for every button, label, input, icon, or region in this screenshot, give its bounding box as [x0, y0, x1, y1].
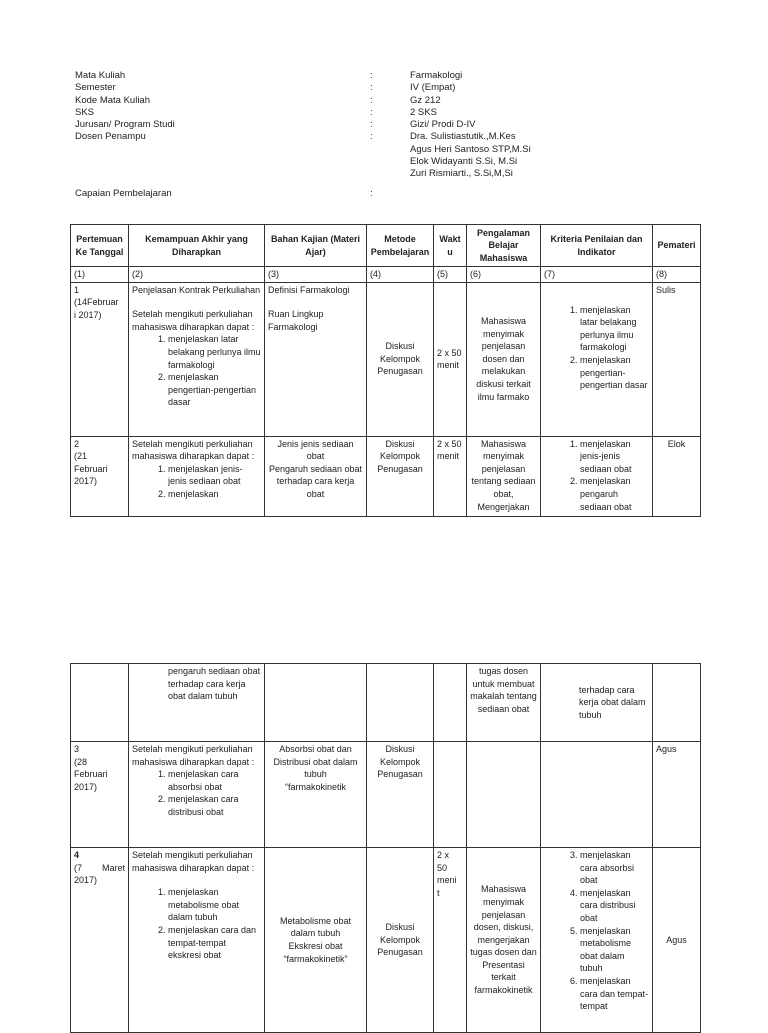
table-row: [71, 282, 701, 436]
header-cell: Kriteria Penilaian dan Indikator: [541, 225, 653, 267]
list-item: 1. menjelaskan jenis-jenis sediaan obat: [580, 438, 649, 476]
learning-outcome: [129, 742, 265, 848]
method: Diskusi Kelompok Penugasan: [367, 848, 434, 1033]
study-material: Metabolisme obat dalam tubuh Ekskresi obat “farmakokinetik”: [265, 848, 367, 1033]
list-item: 1. menjelaskan metabolisme obat dalam tubuh: [168, 886, 261, 924]
meeting-date: [71, 848, 129, 1033]
info-row: [75, 119, 531, 131]
header-cell: Waktu: [434, 225, 467, 267]
learning-outcome: pengaruh sediaan obat terhadap cara kerja obat dalam tubuh: [129, 664, 265, 742]
info-row: [75, 82, 531, 94]
assessment-criteria: [541, 282, 653, 436]
meeting-date: [71, 664, 129, 742]
outcome-intro: Setelah mengikuti perkuliahan mahasiswa diharapkan dapat :: [132, 744, 255, 767]
info-value: IV (Empat): [410, 82, 456, 94]
list-item: 1. menjelaskan latar belakang perlunya ilmu farmakologi: [168, 333, 261, 371]
number-cell: (3): [265, 267, 367, 283]
info-value: Gz 212: [410, 94, 441, 106]
info-row: [75, 131, 531, 180]
assessment-criteria: [541, 848, 653, 1033]
duration: 2 x 50 menit: [434, 436, 467, 516]
list-item: 2. menjelaskan cara distribusi obat: [168, 793, 261, 818]
list-item: 2. menjelaskan pengertian-pengertian dasar: [580, 354, 649, 392]
info-value: Dra. Sulistiastutik.,M.Kes Agus Heri Santoso STP,M.Si Elok Widayanti S.Si, M.Si Zuri Rismiarti., S.Si,M,Si: [410, 131, 531, 180]
header-cell: Bahan Kajian (Materi Ajar): [265, 225, 367, 267]
info-colon: :: [370, 94, 373, 106]
study-material: Jenis jenis sediaan obat Pengaruh sediaan obat terhadap cara kerja obat: [265, 436, 367, 516]
outcome-intro: Setelah mengikuti perkuliahan mahasiswa diharapkan dapat :: [132, 438, 255, 462]
header-cell: Pertemuan Ke Tanggal: [71, 225, 129, 267]
method: [367, 664, 434, 742]
number-cell: (2): [129, 267, 265, 283]
capaian-row: [75, 188, 410, 199]
number-cell: (4): [367, 267, 434, 283]
assessment-criteria: [541, 742, 653, 848]
list-item: 5. menjelaskan metabolisme obat dalam tubuh: [580, 925, 649, 975]
header-cell: Kemampuan Akhir yang Diharapkan: [129, 225, 265, 267]
table-header-row: [71, 225, 701, 267]
material-text: Definisi Farmakologi: [268, 284, 350, 295]
number-cell: (5): [434, 267, 467, 283]
method: Diskusi Kelompok Penugasan: [367, 282, 434, 436]
number-cell: (7): [541, 267, 653, 283]
spacer: [268, 296, 363, 308]
date-part: Maret: [101, 862, 125, 873]
lecturer: Sulis: [653, 282, 701, 436]
duration: [434, 664, 467, 742]
info-label: Dosen Penampu: [75, 131, 146, 143]
study-material: [265, 664, 367, 742]
info-value: 2 SKS: [410, 106, 437, 118]
learning-outcome: [129, 282, 265, 436]
meeting-number: 4: [74, 850, 80, 860]
number-cell: (8): [653, 267, 701, 283]
learning-outcome: [129, 848, 265, 1033]
table-row: [71, 664, 701, 742]
info-value: Gizi/ Prodi D-IV: [410, 119, 476, 131]
meeting-date: 2 (21 Februari 2017): [71, 436, 129, 516]
meeting-date-line: [74, 862, 125, 875]
table-row: [71, 436, 701, 516]
outcome-list: [132, 333, 261, 409]
duration: [434, 742, 467, 848]
list-item: 3. menjelaskan cara absorbsi obat: [580, 849, 649, 887]
info-colon: :: [370, 119, 373, 131]
criteria-list: [544, 438, 649, 514]
learning-outcome: [129, 436, 265, 516]
list-item: 6. menjelaskan cara dan tempat-tempat: [580, 975, 649, 1013]
header-cell: Pemateri: [653, 225, 701, 267]
info-colon: :: [370, 70, 373, 81]
outcome-intro: Setelah mengikuti perkuliahan mahasiswa diharapkan dapat :: [132, 850, 255, 873]
outcome-text: Penjelasan Kontrak Perkuliahan: [132, 284, 261, 295]
number-cell: (1): [71, 267, 129, 283]
learning-experience: Mahasiswa menyimak penjelasan dosen dan melakukan diskusi terkait ilmu farmako: [467, 282, 541, 436]
study-material: [265, 282, 367, 436]
rps-table-page2: [70, 663, 701, 1033]
lecturer: [653, 664, 701, 742]
info-label: Kode Mata Kuliah: [75, 94, 150, 106]
info-label: SKS: [75, 106, 95, 118]
table-row: [71, 742, 701, 848]
list-item: 4. menjelaskan cara distribusi obat: [580, 887, 649, 925]
criteria-list: [544, 304, 649, 392]
info-value: Farmakologi: [410, 70, 463, 81]
learning-experience: Mahasiswa menyimak penjelasan dosen, diskusi, mengerjakan tugas dosen dan Presentasi terkait farmakokinetik: [467, 848, 541, 1033]
assessment-criteria: [541, 436, 653, 516]
outcome-list: [132, 463, 261, 501]
table-row: [71, 848, 701, 1033]
info-colon: :: [370, 188, 373, 199]
info-label: Semester: [75, 82, 116, 94]
spacer: [544, 284, 649, 304]
learning-experience: tugas dosen untuk membuat makalah tentang sediaan obat: [467, 664, 541, 742]
study-material: Absorbsi obat dan Distribusi obat dalam tubuh “farmakokinetik: [265, 742, 367, 848]
lecturer: Agus: [653, 742, 701, 848]
spacer: [132, 874, 261, 886]
info-row: [75, 95, 531, 107]
info-label: Jurusan/ Program Studi: [75, 119, 175, 131]
outcome-list: [132, 886, 261, 962]
list-item: 1. menjelaskan latar belakang perlunya ilmu farmakologi: [580, 304, 649, 354]
capaian-label: Capaian Pembelajaran: [75, 188, 172, 199]
rps-table-page1: [70, 224, 701, 517]
list-item: 1. menjelaskan cara absorbsi obat: [168, 768, 261, 793]
outcome-list: [132, 768, 261, 818]
learning-experience: Mahasiswa menyimak penjelasan tentang sediaan obat, Mengerjakan: [467, 436, 541, 516]
meeting-date: 3 (28 Februari 2017): [71, 742, 129, 848]
numbering-row: [71, 267, 701, 283]
info-colon: :: [370, 82, 373, 94]
assessment-criteria: terhadap cara kerja obat dalam tubuh: [541, 664, 653, 742]
info-colon: :: [370, 106, 373, 118]
material-text: Ruan Lingkup Farmakologi: [268, 309, 324, 332]
list-item: 1. menjelaskan jenis-jenis sediaan obat: [168, 463, 261, 488]
header-cell: Pengalaman Belajar Mahasiswa: [467, 225, 541, 267]
list-item: 2. menjelaskan pengaruh sediaan obat: [580, 475, 649, 513]
course-info: [75, 70, 531, 181]
header-cell: Metode Pembelajaran: [367, 225, 434, 267]
lecturer: Agus: [653, 848, 701, 1033]
list-item: 2. menjelaskan cara dan tempat-tempat ekskresi obat: [168, 924, 261, 962]
info-row: [75, 70, 531, 82]
date-part: (7: [74, 862, 83, 873]
method: Diskusi Kelompok Penugasan: [367, 436, 434, 516]
learning-experience: [467, 742, 541, 848]
method: Diskusi Kelompok Penugasan: [367, 742, 434, 848]
number-cell: (6): [467, 267, 541, 283]
list-item: 2. menjelaskan: [168, 488, 261, 501]
criteria-list: [544, 849, 649, 1013]
meeting-year: 2017): [74, 875, 98, 886]
duration: 2 x 50 menit: [434, 282, 467, 436]
spacer: [132, 296, 261, 308]
info-colon: :: [370, 131, 373, 143]
meeting-date: 1 (14Februar i 2017): [71, 282, 129, 436]
outcome-intro: Setelah mengikuti perkuliahan mahasiswa diharapkan dapat :: [132, 309, 255, 332]
info-row: [75, 107, 531, 119]
lecturer: Elok: [653, 436, 701, 516]
list-item: 2. menjelaskan pengertian-pengertian dasar: [168, 371, 261, 409]
duration: 2 x 50 meni t: [434, 848, 467, 1033]
info-label: Mata Kuliah: [75, 70, 126, 81]
